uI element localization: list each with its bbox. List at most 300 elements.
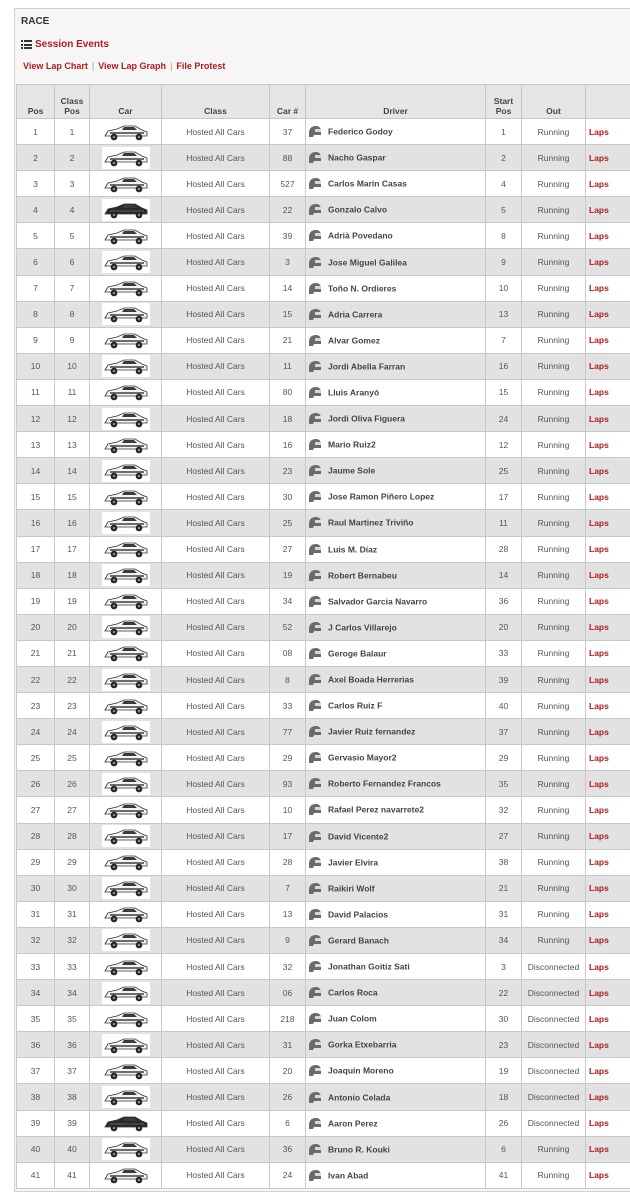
laps-link[interactable]: Laps	[586, 327, 630, 353]
cell-driver[interactable]	[306, 171, 486, 197]
driver-name[interactable]: David Vicente2	[328, 831, 389, 842]
cell-car	[90, 823, 162, 849]
laps-link[interactable]: Laps	[586, 771, 630, 797]
table-row	[17, 1162, 630, 1188]
cell-driver[interactable]	[306, 823, 486, 849]
laps-link[interactable]: Laps	[586, 510, 630, 536]
cell-pos: 36	[17, 1032, 55, 1058]
cell-pos: 40	[17, 1136, 55, 1162]
cell-car	[90, 301, 162, 327]
cell-class-pos: 19	[55, 588, 90, 614]
laps-link[interactable]: Laps	[586, 588, 630, 614]
driver-name[interactable]: Toño N. Ordieres	[328, 283, 397, 294]
cell-class-pos: 22	[55, 666, 90, 692]
cell-car-number: 7	[270, 875, 306, 901]
cell-start-pos: 25	[486, 458, 522, 484]
cell-out-status: Running	[522, 432, 586, 458]
laps-link[interactable]: Laps	[586, 562, 630, 588]
cell-car	[90, 1110, 162, 1136]
cell-out-status: Running	[522, 588, 586, 614]
laps-link[interactable]: Laps	[586, 954, 630, 980]
cell-driver[interactable]	[306, 119, 486, 145]
cell-car	[90, 1084, 162, 1110]
laps-link[interactable]: Laps	[586, 1136, 630, 1162]
driver-name[interactable]: Lluis Aranyó	[328, 387, 380, 398]
driver-name[interactable]: Jordi Abella Farran	[328, 361, 406, 372]
cell-car-number: 10	[270, 797, 306, 823]
laps-link[interactable]: Laps	[586, 693, 630, 719]
cell-class: Hosted All Cars	[162, 197, 270, 223]
cell-class-pos: 35	[55, 1006, 90, 1032]
car-livery-image	[102, 877, 150, 899]
laps-link[interactable]: Laps	[586, 536, 630, 562]
cell-car-number: 19	[270, 562, 306, 588]
cell-start-pos: 17	[486, 484, 522, 510]
cell-start-pos: 4	[486, 171, 522, 197]
driver-name[interactable]: Axel Boada Herrerias	[328, 674, 414, 685]
cell-driver[interactable]	[306, 1084, 486, 1110]
laps-link[interactable]: Laps	[586, 823, 630, 849]
cell-start-pos: 2	[486, 145, 522, 171]
driver-name[interactable]: Antonio Celada	[328, 1092, 391, 1103]
driver-name[interactable]: Alvar Gomez	[328, 335, 380, 346]
cell-driver[interactable]	[306, 275, 486, 301]
cell-driver[interactable]	[306, 145, 486, 171]
helmet-icon	[308, 543, 322, 556]
car-livery-image	[102, 1086, 150, 1108]
cell-pos: 5	[17, 223, 55, 249]
driver-name[interactable]: Carlos Marin Casas	[328, 178, 407, 189]
header-car[interactable]: Car	[90, 85, 162, 119]
cell-driver[interactable]	[306, 771, 486, 797]
laps-link[interactable]: Laps	[586, 171, 630, 197]
helmet-icon	[308, 490, 322, 503]
driver-name[interactable]: Raikiri Wolf	[328, 883, 375, 894]
cell-pos: 2	[17, 145, 55, 171]
table-row	[17, 1058, 630, 1084]
cell-out-status: Running	[522, 745, 586, 771]
laps-link[interactable]: Laps	[586, 901, 630, 927]
cell-car	[90, 875, 162, 901]
cell-class-pos: 18	[55, 562, 90, 588]
laps-link[interactable]: Laps	[586, 875, 630, 901]
car-livery-image	[102, 773, 150, 795]
cell-class: Hosted All Cars	[162, 901, 270, 927]
laps-link[interactable]: Laps	[586, 666, 630, 692]
table-row	[17, 640, 630, 666]
cell-driver[interactable]	[306, 458, 486, 484]
cell-car	[90, 588, 162, 614]
car-livery-image	[102, 486, 150, 508]
cell-car-number: 08	[270, 640, 306, 666]
cell-class: Hosted All Cars	[162, 980, 270, 1006]
cell-class: Hosted All Cars	[162, 1084, 270, 1110]
cell-car	[90, 849, 162, 875]
cell-start-pos: 6	[486, 1136, 522, 1162]
laps-link[interactable]: Laps	[586, 379, 630, 405]
cell-start-pos: 16	[486, 353, 522, 379]
cell-out-status: Running	[522, 901, 586, 927]
cell-out-status: Running	[522, 771, 586, 797]
cell-driver[interactable]	[306, 249, 486, 275]
driver-name[interactable]: Carlos Ruiz F	[328, 700, 383, 711]
cell-pos: 35	[17, 1006, 55, 1032]
cell-pos: 9	[17, 327, 55, 353]
header-out[interactable]: Out	[522, 85, 586, 119]
driver-name[interactable]: Gorka Etxebarria	[328, 1039, 397, 1050]
cell-driver[interactable]	[306, 875, 486, 901]
cell-driver[interactable]	[306, 379, 486, 405]
laps-link[interactable]: Laps	[586, 797, 630, 823]
driver-name[interactable]: David Palacios	[328, 909, 389, 920]
driver-name[interactable]: Jordi Oliva Figuera	[328, 413, 405, 424]
cell-pos: 6	[17, 249, 55, 275]
driver-name[interactable]: Jaume Sole	[328, 465, 376, 476]
cell-driver[interactable]	[306, 406, 486, 432]
cell-out-status: Running	[522, 927, 586, 953]
table-row	[17, 536, 630, 562]
laps-link[interactable]: Laps	[586, 849, 630, 875]
cell-out-status: Running	[522, 119, 586, 145]
header-car-number[interactable]: Car #	[270, 85, 306, 119]
cell-driver[interactable]	[306, 588, 486, 614]
cell-car-number: 8	[270, 666, 306, 692]
cell-car-number: 15	[270, 301, 306, 327]
cell-car-number: 20	[270, 1058, 306, 1084]
cell-pos: 12	[17, 406, 55, 432]
table-row	[17, 275, 630, 301]
cell-start-pos: 18	[486, 1084, 522, 1110]
header-class-pos[interactable]: Class Pos	[55, 85, 90, 119]
laps-link[interactable]: Laps	[586, 275, 630, 301]
file-protest-link[interactable]: File Protest	[176, 61, 226, 71]
table-row	[17, 249, 630, 275]
cell-class-pos: 6	[55, 249, 90, 275]
table-row	[17, 693, 630, 719]
laps-link[interactable]: Laps	[586, 353, 630, 379]
cell-class: Hosted All Cars	[162, 1006, 270, 1032]
cell-class-pos: 3	[55, 171, 90, 197]
cell-start-pos: 33	[486, 640, 522, 666]
car-livery-image	[102, 355, 150, 377]
cell-start-pos: 19	[486, 1058, 522, 1084]
cell-class: Hosted All Cars	[162, 875, 270, 901]
driver-name[interactable]: Javier Ruiz fernandez	[328, 726, 416, 737]
car-livery-image	[102, 642, 150, 664]
laps-link[interactable]: Laps	[586, 432, 630, 458]
cell-out-status: Running	[522, 458, 586, 484]
cell-out-status: Running	[522, 875, 586, 901]
cell-car	[90, 666, 162, 692]
laps-link[interactable]: Laps	[586, 1006, 630, 1032]
cell-driver[interactable]	[306, 223, 486, 249]
car-livery-image	[102, 956, 150, 978]
driver-name[interactable]: Gerard Banach	[328, 935, 389, 946]
table-row	[17, 719, 630, 745]
cell-car	[90, 901, 162, 927]
driver-name[interactable]: Jose Ramon Piñero Lopez	[328, 491, 435, 502]
laps-link[interactable]: Laps	[586, 614, 630, 640]
cell-driver[interactable]	[306, 353, 486, 379]
cell-class-pos: 29	[55, 849, 90, 875]
helmet-icon	[308, 830, 322, 843]
laps-link[interactable]: Laps	[586, 301, 630, 327]
laps-link[interactable]: Laps	[586, 145, 630, 171]
cell-driver[interactable]	[306, 719, 486, 745]
cell-class: Hosted All Cars	[162, 588, 270, 614]
helmet-icon	[308, 1091, 322, 1104]
session-events-link[interactable]	[21, 39, 109, 50]
cell-start-pos: 38	[486, 849, 522, 875]
helmet-icon	[308, 725, 322, 738]
helmet-icon	[308, 256, 322, 269]
header-start-pos[interactable]: Start Pos	[486, 85, 522, 119]
cell-driver[interactable]	[306, 1006, 486, 1032]
cell-class-pos: 17	[55, 536, 90, 562]
cell-driver[interactable]	[306, 1110, 486, 1136]
cell-driver[interactable]	[306, 849, 486, 875]
laps-link[interactable]: Laps	[586, 119, 630, 145]
driver-name[interactable]: Bruno R. Kouki	[328, 1144, 390, 1155]
cell-class: Hosted All Cars	[162, 797, 270, 823]
laps-link[interactable]: Laps	[586, 249, 630, 275]
cell-class-pos: 37	[55, 1058, 90, 1084]
cell-class-pos: 41	[55, 1162, 90, 1188]
cell-class: Hosted All Cars	[162, 432, 270, 458]
helmet-icon	[308, 151, 322, 164]
cell-driver[interactable]	[306, 797, 486, 823]
cell-pos: 4	[17, 197, 55, 223]
laps-link[interactable]: Laps	[586, 980, 630, 1006]
cell-class: Hosted All Cars	[162, 379, 270, 405]
cell-start-pos: 8	[486, 223, 522, 249]
helmet-icon	[308, 125, 322, 138]
laps-link[interactable]: Laps	[586, 1032, 630, 1058]
cell-driver[interactable]	[306, 1058, 486, 1084]
driver-name[interactable]: Jose Miguel Galilea	[328, 257, 407, 268]
cell-start-pos: 39	[486, 666, 522, 692]
cell-class: Hosted All Cars	[162, 1136, 270, 1162]
cell-out-status: Running	[522, 536, 586, 562]
driver-name[interactable]: Robert Bernabeu	[328, 570, 397, 581]
driver-name[interactable]: J Carlos Villarejo	[328, 622, 397, 633]
cell-pos: 25	[17, 745, 55, 771]
driver-name[interactable]: Salvador Garcia Navarro	[328, 596, 428, 607]
driver-name[interactable]: Javier Elvira	[328, 857, 379, 868]
list-icon	[21, 40, 32, 49]
cell-start-pos: 28	[486, 536, 522, 562]
car-livery-image	[102, 434, 150, 456]
table-row	[17, 875, 630, 901]
car-livery-image	[102, 851, 150, 873]
cell-start-pos: 35	[486, 771, 522, 797]
driver-name[interactable]: Adria Carrera	[328, 309, 383, 320]
cell-car-number: 39	[270, 223, 306, 249]
driver-name[interactable]: Federico Godoy	[328, 126, 393, 137]
driver-name[interactable]: Adrià Povedano	[328, 230, 393, 241]
cell-driver[interactable]	[306, 432, 486, 458]
view-lap-graph-link[interactable]: View Lap Graph	[98, 61, 167, 71]
cell-out-status: Running	[522, 693, 586, 719]
cell-out-status: Running	[522, 327, 586, 353]
laps-link[interactable]: Laps	[586, 1110, 630, 1136]
cell-car-number: 21	[270, 327, 306, 353]
driver-name[interactable]: Gervasio Mayor2	[328, 752, 397, 763]
driver-name[interactable]: Aaron Perez	[328, 1118, 378, 1129]
driver-name[interactable]: Raul Martinez Triviño	[328, 517, 414, 528]
table-row	[17, 797, 630, 823]
laps-link[interactable]: Laps	[586, 927, 630, 953]
laps-link[interactable]: Laps	[586, 197, 630, 223]
laps-link[interactable]: Laps	[586, 484, 630, 510]
cell-start-pos: 30	[486, 1006, 522, 1032]
driver-name[interactable]: Gonzalo Calvo	[328, 204, 388, 215]
driver-name[interactable]: Geroge Balaur	[328, 648, 387, 659]
helmet-icon	[308, 1169, 322, 1182]
cell-class: Hosted All Cars	[162, 771, 270, 797]
table-row	[17, 1136, 630, 1162]
table-row	[17, 901, 630, 927]
cell-driver[interactable]	[306, 1162, 486, 1188]
cell-car	[90, 432, 162, 458]
helmet-icon	[308, 960, 322, 973]
cell-start-pos: 23	[486, 1032, 522, 1058]
action-links	[23, 61, 225, 71]
cell-driver[interactable]	[306, 901, 486, 927]
cell-car-number: 30	[270, 484, 306, 510]
cell-class-pos: 15	[55, 484, 90, 510]
helmet-icon	[308, 177, 322, 190]
cell-driver[interactable]	[306, 484, 486, 510]
cell-car-number: 22	[270, 197, 306, 223]
cell-driver[interactable]	[306, 614, 486, 640]
view-lap-chart-link[interactable]: View Lap Chart	[23, 61, 88, 71]
cell-out-status: Running	[522, 823, 586, 849]
car-livery-image	[102, 929, 150, 951]
driver-name[interactable]: Ivan Abad	[328, 1170, 369, 1181]
link-separator: |	[170, 61, 173, 71]
driver-name[interactable]: Mario Ruiz2	[328, 439, 376, 450]
laps-link[interactable]: Laps	[586, 640, 630, 666]
cell-driver[interactable]	[306, 640, 486, 666]
cell-driver[interactable]	[306, 693, 486, 719]
cell-driver[interactable]	[306, 536, 486, 562]
header-class[interactable]: Class	[162, 85, 270, 119]
driver-name[interactable]: Roberto Fernandez Francos	[328, 778, 441, 789]
cell-class: Hosted All Cars	[162, 719, 270, 745]
cell-car-number: 218	[270, 1006, 306, 1032]
cell-class-pos: 12	[55, 406, 90, 432]
car-livery-image	[102, 1164, 150, 1186]
cell-pos: 19	[17, 588, 55, 614]
cell-start-pos: 14	[486, 562, 522, 588]
car-livery-image	[102, 199, 150, 221]
cell-car-number: 52	[270, 614, 306, 640]
table-row	[17, 353, 630, 379]
cell-driver[interactable]	[306, 954, 486, 980]
page-title: RACE	[21, 16, 50, 27]
cell-driver[interactable]	[306, 510, 486, 536]
cell-driver[interactable]	[306, 301, 486, 327]
laps-link[interactable]: Laps	[586, 458, 630, 484]
laps-link[interactable]: Laps	[586, 1084, 630, 1110]
cell-start-pos: 36	[486, 588, 522, 614]
cell-driver[interactable]	[306, 1136, 486, 1162]
driver-name[interactable]: Carlos Roca	[328, 987, 378, 998]
header-pos[interactable]: Pos	[17, 85, 55, 119]
laps-link[interactable]: Laps	[586, 745, 630, 771]
table-row	[17, 1032, 630, 1058]
cell-class: Hosted All Cars	[162, 249, 270, 275]
cell-class-pos: 38	[55, 1084, 90, 1110]
helmet-icon	[308, 203, 322, 216]
cell-driver[interactable]	[306, 745, 486, 771]
cell-pos: 11	[17, 379, 55, 405]
driver-name[interactable]: Jonathan Goitiz Sati	[328, 961, 410, 972]
cell-driver[interactable]	[306, 562, 486, 588]
laps-link[interactable]: Laps	[586, 1058, 630, 1084]
car-livery-image	[102, 329, 150, 351]
table-row	[17, 171, 630, 197]
car-livery-image	[102, 277, 150, 299]
helmet-icon	[308, 1143, 322, 1156]
cell-driver[interactable]	[306, 927, 486, 953]
table-row	[17, 406, 630, 432]
cell-pos: 38	[17, 1084, 55, 1110]
driver-name[interactable]: Juan Colom	[328, 1013, 377, 1024]
cell-car	[90, 640, 162, 666]
driver-name[interactable]: Nacho Gaspar	[328, 152, 386, 163]
helmet-icon	[308, 229, 322, 242]
table-row	[17, 666, 630, 692]
cell-start-pos: 21	[486, 875, 522, 901]
table-row	[17, 745, 630, 771]
laps-link[interactable]: Laps	[586, 406, 630, 432]
cell-class-pos: 30	[55, 875, 90, 901]
cell-start-pos: 37	[486, 719, 522, 745]
cell-car	[90, 458, 162, 484]
cell-driver[interactable]	[306, 197, 486, 223]
cell-driver[interactable]	[306, 980, 486, 1006]
laps-link[interactable]: Laps	[586, 719, 630, 745]
header-driver[interactable]: Driver	[306, 85, 486, 119]
laps-link[interactable]: Laps	[586, 1162, 630, 1188]
cell-car	[90, 484, 162, 510]
cell-car-number: 6	[270, 1110, 306, 1136]
helmet-icon	[308, 516, 322, 529]
helmet-icon	[308, 986, 322, 999]
cell-start-pos: 29	[486, 745, 522, 771]
table-header-row	[17, 85, 630, 119]
cell-pos: 21	[17, 640, 55, 666]
cell-driver[interactable]	[306, 327, 486, 353]
driver-name[interactable]: Rafael Perez navarrete2	[328, 804, 424, 815]
cell-car-number: 18	[270, 406, 306, 432]
driver-name[interactable]: Joaquin Moreno	[328, 1065, 394, 1076]
car-livery-image	[102, 825, 150, 847]
cell-driver[interactable]	[306, 666, 486, 692]
cell-pos: 17	[17, 536, 55, 562]
cell-class: Hosted All Cars	[162, 954, 270, 980]
cell-class: Hosted All Cars	[162, 536, 270, 562]
laps-link[interactable]: Laps	[586, 223, 630, 249]
driver-name[interactable]: Luis M. Díaz	[328, 544, 378, 555]
cell-class: Hosted All Cars	[162, 1110, 270, 1136]
cell-car	[90, 797, 162, 823]
cell-start-pos: 7	[486, 327, 522, 353]
cell-car-number: 31	[270, 1032, 306, 1058]
cell-driver[interactable]	[306, 1032, 486, 1058]
